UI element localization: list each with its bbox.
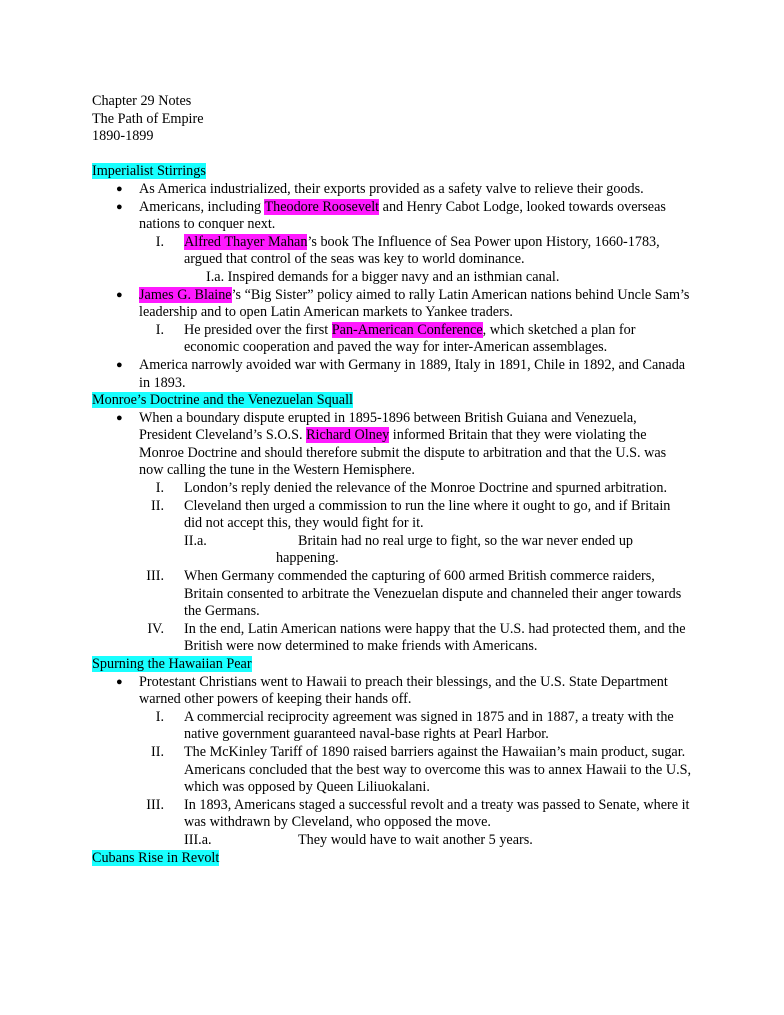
list-item: ● James G. Blaine’s “Big Sister” policy aimed to rally Latin American nations behind Uncle Sam’s leadership and to open Latin American markets to Yankee traders.	[116, 286, 690, 321]
list-item: I. A commercial reciprocity agreement was signed in 1875 and in 1887, a treaty with the native government guaranteed naval-base rights at Pearl Harbor.	[155, 708, 674, 743]
list-item: III.a. They would have to wait another 5 years.	[184, 831, 533, 848]
bullet-icon: ●	[116, 675, 123, 688]
list-item: ● America narrowly avoided war with Germany in 1889, Italy in 1891, Chile in 1892, and Canada in 1893.	[116, 356, 686, 391]
notes-body	[92, 93, 692, 867]
doc-years: 1890-1899	[92, 128, 154, 145]
section-heading-cubans-revolt: Cubans Rise in Revolt	[92, 849, 220, 866]
list-item: IV. In the end, Latin American nations were happy that the U.S. had protected them, and the British were now determined to make friends with Americans.	[147, 620, 686, 655]
bullet-icon: ●	[116, 411, 123, 424]
doc-subtitle: The Path of Empire	[92, 110, 204, 127]
list-item: II.a. Britain had no real urge to fight, so the war never ended up happening.	[184, 532, 634, 567]
list-item: ● Americans, including Theodore Roosevelt and Henry Cabot Lodge, looked towards overseas nations to conquer next.	[116, 198, 666, 233]
list-item: II. The McKinley Tariff of 1890 raised barriers against the Hawaiian’s main product, sugar. Americans concluded that the best way to overcome this was to annex Hawaii to the U.S, which was opposed by Queen Liliuokalani.	[151, 743, 692, 796]
list-item: ● When a boundary dispute erupted in 1895-1896 between British Guiana and Venezuela, President Cleveland’s S.O.S. Richard Olney informed Britain that they were violating the Monroe Doctrine and should therefore submit the dispute to arbitration and that the U.S. was now calling the tune in the Western Hemisphere.	[116, 409, 667, 479]
highlighted-name: Theodore Roosevelt	[264, 198, 380, 215]
highlighted-name: Richard Olney	[306, 427, 390, 444]
bullet-icon: ●	[116, 182, 123, 195]
list-item: I. He presided over the first Pan-American Conference, which sketched a plan for economic cooperation and paved the way for inter-American assemblages.	[155, 321, 636, 356]
list-item: ● Protestant Christians went to Hawaii to preach their blessings, and the U.S. State Department warned other powers of keeping their hands off.	[116, 673, 668, 708]
doc-title: Chapter 29 Notes	[92, 93, 192, 109]
list-item: III. When Germany commended the capturing of 600 armed British commerce raiders, Britain consented to arbitrate the Venezuelan dispute and channeled their anger towards the Germans.	[146, 568, 682, 620]
list-item: III. In 1893, Americans staged a successful revolt and a treaty was passed to Senate, where it was withdrawn by Cleveland, who opposed the move.	[146, 796, 690, 831]
bullet-icon: ●	[116, 200, 123, 213]
list-item: ● As America industrialized, their exports provided as a safety valve to relieve their goods.	[116, 180, 644, 197]
highlighted-term: Pan-American Conference	[331, 321, 483, 338]
section-heading-venezuelan-squall: Monroe’s Doctrine and the Venezuelan Squall	[92, 392, 353, 409]
bullet-icon: ●	[116, 288, 123, 301]
highlighted-name: James G. Blaine	[139, 286, 232, 303]
list-item: II. Cleveland then urged a commission to run the line where it ought to go, and if Britain did not accept this, they would fight for it.	[151, 497, 671, 532]
section-heading-imperialist-stirrings: Imperialist Stirrings	[92, 163, 206, 180]
list-item: I.a. Inspired demands for a bigger navy and an isthmian canal.	[206, 268, 560, 285]
highlighted-name: Alfred Thayer Mahan	[184, 233, 308, 250]
list-item: I. London’s reply denied the relevance of the Monroe Doctrine and spurned arbitration.	[155, 480, 667, 497]
bullet-icon: ●	[116, 358, 123, 371]
section-heading-hawaiian-pear: Spurning the Hawaiian Pear	[92, 656, 252, 672]
list-item: I. Alfred Thayer Mahan’s book The Influence of Sea Power upon History, 1660-1783, argued that control of the seas was key to world dominance.	[155, 233, 660, 268]
